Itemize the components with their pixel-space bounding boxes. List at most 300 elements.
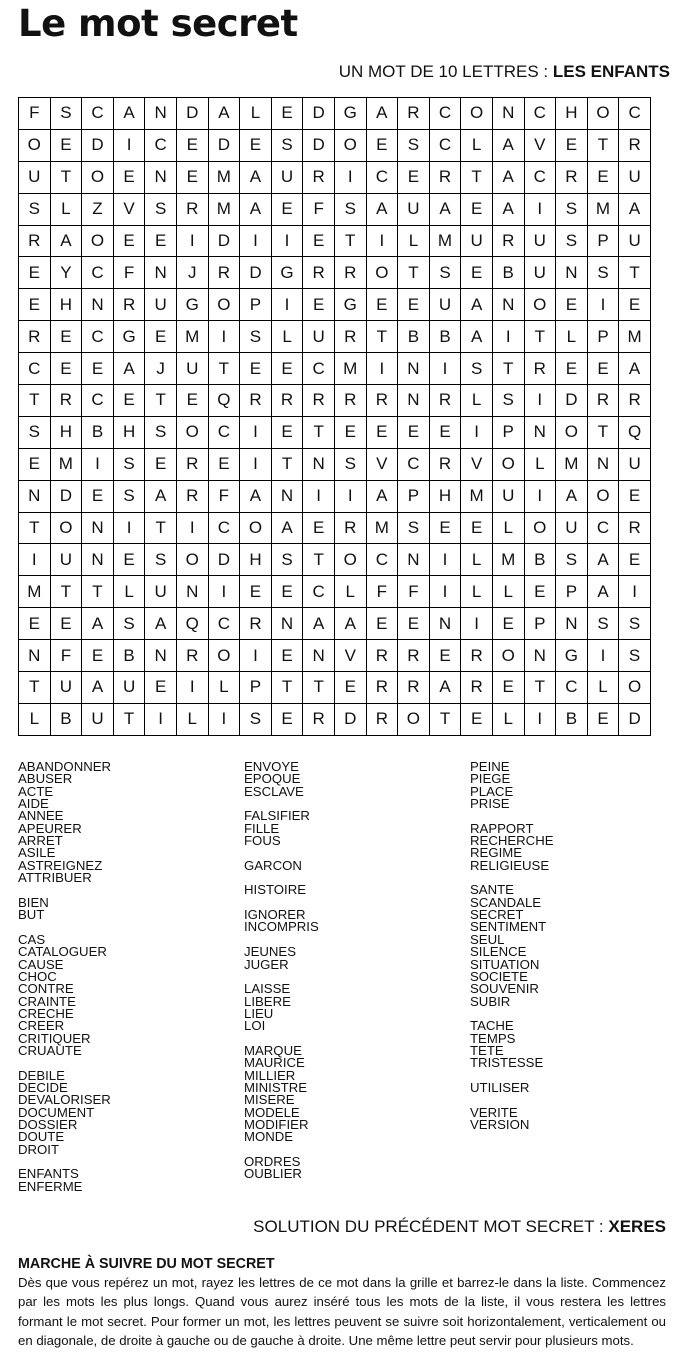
word-list-item[interactable]: ENFANTS xyxy=(18,1166,79,1182)
grid-cell[interactable]: N xyxy=(145,257,177,289)
grid-cell[interactable]: E xyxy=(113,161,145,193)
grid-cell[interactable]: P xyxy=(587,225,619,257)
grid-cell[interactable]: C xyxy=(82,321,114,353)
grid-cell[interactable]: U xyxy=(619,161,651,193)
word-list-item[interactable]: CRAINTE xyxy=(18,993,76,1009)
grid-cell[interactable]: E xyxy=(113,385,145,417)
word-list-item[interactable]: TRISTESSE xyxy=(470,1055,544,1071)
grid-cell[interactable]: R xyxy=(619,512,651,544)
grid-cell[interactable]: E xyxy=(429,640,461,672)
grid-cell[interactable]: N xyxy=(398,544,430,576)
word-list-item[interactable]: SENTIMENT xyxy=(470,919,547,935)
word-list-item[interactable]: VERITE xyxy=(470,1104,518,1120)
word-list-item[interactable]: ANNEE xyxy=(18,808,64,824)
grid-cell[interactable]: N xyxy=(145,98,177,130)
grid-cell[interactable]: M xyxy=(208,193,240,225)
grid-cell[interactable]: C xyxy=(82,98,114,130)
word-list-item[interactable]: JUGER xyxy=(244,956,289,972)
grid-cell[interactable]: N xyxy=(524,416,556,448)
grid-cell[interactable]: T xyxy=(587,416,619,448)
grid-cell[interactable]: U xyxy=(113,672,145,704)
grid-cell[interactable]: T xyxy=(587,129,619,161)
grid-cell[interactable]: J xyxy=(176,257,208,289)
grid-cell[interactable]: E xyxy=(366,416,398,448)
word-list-item[interactable]: SOUVENIR xyxy=(470,981,539,997)
grid-cell[interactable]: A xyxy=(303,608,335,640)
word-list-item[interactable]: EPOQUE xyxy=(244,771,301,787)
grid-cell[interactable]: I xyxy=(240,225,272,257)
grid-cell[interactable]: E xyxy=(334,416,366,448)
grid-cell[interactable]: I xyxy=(82,448,114,480)
grid-cell[interactable]: P xyxy=(587,321,619,353)
grid-cell[interactable]: C xyxy=(524,161,556,193)
grid-cell[interactable]: E xyxy=(461,193,493,225)
grid-cell[interactable]: E xyxy=(19,257,51,289)
word-list-item[interactable]: MILLIER xyxy=(244,1067,296,1083)
word-list-item[interactable]: ENVOYE xyxy=(244,759,299,774)
grid-cell[interactable]: E xyxy=(50,321,82,353)
grid-cell[interactable]: S xyxy=(429,257,461,289)
grid-cell[interactable]: R xyxy=(461,672,493,704)
grid-cell[interactable]: E xyxy=(524,576,556,608)
grid-cell[interactable]: R xyxy=(429,448,461,480)
grid-cell[interactable]: E xyxy=(271,640,303,672)
grid-cell[interactable]: N xyxy=(19,640,51,672)
grid-cell[interactable]: P xyxy=(240,289,272,321)
grid-cell[interactable]: R xyxy=(524,353,556,385)
grid-cell[interactable]: R xyxy=(398,640,430,672)
grid-cell[interactable]: C xyxy=(208,608,240,640)
grid-cell[interactable]: M xyxy=(50,448,82,480)
grid-cell[interactable]: N xyxy=(82,512,114,544)
word-list-item[interactable]: CRITIQUER xyxy=(18,1030,91,1046)
grid-cell[interactable]: A xyxy=(113,98,145,130)
word-list-item[interactable]: APEURER xyxy=(18,820,82,836)
grid-cell[interactable]: O xyxy=(587,98,619,130)
grid-cell[interactable]: A xyxy=(461,321,493,353)
grid-cell[interactable]: T xyxy=(145,385,177,417)
word-list-item[interactable]: AIDE xyxy=(18,796,49,812)
grid-cell[interactable]: R xyxy=(366,640,398,672)
grid-cell[interactable]: T xyxy=(113,703,145,735)
grid-cell[interactable]: I xyxy=(524,703,556,735)
grid-cell[interactable]: B xyxy=(113,640,145,672)
grid-cell[interactable]: A xyxy=(240,193,272,225)
grid-cell[interactable]: S xyxy=(113,448,145,480)
grid-cell[interactable]: R xyxy=(619,129,651,161)
grid-cell[interactable]: U xyxy=(50,672,82,704)
grid-cell[interactable]: A xyxy=(492,161,524,193)
grid-cell[interactable]: U xyxy=(461,225,493,257)
grid-cell[interactable]: M xyxy=(366,512,398,544)
grid-cell[interactable]: L xyxy=(240,98,272,130)
grid-cell[interactable]: E xyxy=(461,512,493,544)
grid-cell[interactable]: N xyxy=(176,576,208,608)
grid-cell[interactable]: E xyxy=(208,448,240,480)
grid-cell[interactable]: N xyxy=(429,608,461,640)
grid-cell[interactable]: B xyxy=(492,257,524,289)
grid-cell[interactable]: A xyxy=(334,608,366,640)
grid-cell[interactable]: E xyxy=(556,289,588,321)
grid-cell[interactable]: M xyxy=(429,225,461,257)
grid-cell[interactable]: R xyxy=(587,385,619,417)
word-list-item[interactable]: FILLE xyxy=(244,820,280,836)
grid-cell[interactable]: F xyxy=(366,576,398,608)
grid-cell[interactable]: R xyxy=(240,608,272,640)
grid-cell[interactable]: I xyxy=(619,576,651,608)
grid-cell[interactable]: I xyxy=(113,129,145,161)
grid-cell[interactable]: O xyxy=(524,289,556,321)
grid-cell[interactable]: E xyxy=(19,448,51,480)
grid-cell[interactable]: S xyxy=(334,193,366,225)
grid-cell[interactable]: A xyxy=(271,512,303,544)
grid-cell[interactable]: R xyxy=(113,289,145,321)
grid-cell[interactable]: T xyxy=(208,353,240,385)
word-list-item[interactable]: IGNORER xyxy=(244,907,306,923)
grid-cell[interactable]: T xyxy=(303,544,335,576)
grid-cell[interactable]: C xyxy=(429,98,461,130)
grid-cell[interactable]: E xyxy=(303,512,335,544)
grid-cell[interactable]: E xyxy=(50,608,82,640)
grid-cell[interactable]: N xyxy=(82,289,114,321)
grid-cell[interactable]: E xyxy=(619,544,651,576)
grid-cell[interactable]: I xyxy=(113,512,145,544)
grid-cell[interactable]: R xyxy=(208,257,240,289)
grid-cell[interactable]: G xyxy=(271,257,303,289)
grid-cell[interactable]: R xyxy=(429,385,461,417)
grid-cell[interactable]: A xyxy=(113,353,145,385)
grid-cell[interactable]: T xyxy=(619,257,651,289)
grid-cell[interactable]: N xyxy=(556,608,588,640)
word-list-item[interactable]: MINISTRE xyxy=(244,1079,308,1095)
grid-cell[interactable]: E xyxy=(619,289,651,321)
grid-cell[interactable]: E xyxy=(176,161,208,193)
word-list-item[interactable]: SOCIETE xyxy=(470,968,528,984)
grid-cell[interactable]: E xyxy=(176,385,208,417)
word-list-item[interactable]: CRECHE xyxy=(18,1005,74,1021)
grid-cell[interactable]: M xyxy=(587,193,619,225)
grid-cell[interactable]: S xyxy=(113,480,145,512)
grid-cell[interactable]: Q xyxy=(619,416,651,448)
word-list-item[interactable]: DEBILE xyxy=(18,1067,65,1083)
grid-cell[interactable]: U xyxy=(524,225,556,257)
grid-cell[interactable]: L xyxy=(334,576,366,608)
grid-cell[interactable]: B xyxy=(556,703,588,735)
grid-cell[interactable]: R xyxy=(50,385,82,417)
word-list-item[interactable]: VERSION xyxy=(470,1116,530,1132)
grid-cell[interactable]: C xyxy=(366,544,398,576)
grid-cell[interactable]: O xyxy=(334,129,366,161)
grid-cell[interactable]: E xyxy=(145,672,177,704)
grid-cell[interactable]: R xyxy=(619,385,651,417)
grid-cell[interactable]: A xyxy=(366,480,398,512)
grid-cell[interactable]: L xyxy=(19,703,51,735)
grid-cell[interactable]: P xyxy=(240,672,272,704)
grid-cell[interactable]: O xyxy=(366,257,398,289)
grid-cell[interactable]: H xyxy=(556,98,588,130)
grid-cell[interactable]: E xyxy=(366,608,398,640)
grid-cell[interactable]: F xyxy=(208,480,240,512)
grid-cell[interactable]: U xyxy=(492,480,524,512)
grid-cell[interactable]: C xyxy=(82,385,114,417)
grid-cell[interactable]: N xyxy=(587,448,619,480)
grid-cell[interactable]: E xyxy=(50,353,82,385)
grid-cell[interactable]: R xyxy=(303,385,335,417)
grid-cell[interactable]: R xyxy=(556,161,588,193)
word-list-item[interactable]: LIBERE xyxy=(244,993,291,1009)
word-list-item[interactable]: MARQUE xyxy=(244,1042,302,1058)
grid-cell[interactable]: N xyxy=(271,608,303,640)
grid-cell[interactable]: O xyxy=(19,129,51,161)
grid-cell[interactable]: G xyxy=(176,289,208,321)
grid-cell[interactable]: N xyxy=(492,98,524,130)
word-list-item[interactable]: CONTRE xyxy=(18,981,74,997)
grid-cell[interactable]: I xyxy=(524,385,556,417)
grid-cell[interactable]: E xyxy=(398,416,430,448)
grid-cell[interactable]: J xyxy=(145,353,177,385)
grid-cell[interactable]: I xyxy=(334,161,366,193)
word-list-item[interactable]: ASILE xyxy=(18,845,56,861)
grid-cell[interactable]: S xyxy=(19,193,51,225)
grid-cell[interactable]: U xyxy=(429,289,461,321)
grid-cell[interactable]: R xyxy=(334,257,366,289)
grid-cell[interactable]: C xyxy=(19,353,51,385)
grid-cell[interactable]: Z xyxy=(82,193,114,225)
grid-cell[interactable]: A xyxy=(145,608,177,640)
grid-cell[interactable]: E xyxy=(271,353,303,385)
grid-cell[interactable]: T xyxy=(50,161,82,193)
grid-cell[interactable]: E xyxy=(240,353,272,385)
grid-cell[interactable]: M xyxy=(334,353,366,385)
grid-cell[interactable]: N xyxy=(82,544,114,576)
word-list-item[interactable]: TEMPS xyxy=(470,1030,516,1046)
grid-cell[interactable]: C xyxy=(208,416,240,448)
grid-cell[interactable]: R xyxy=(492,225,524,257)
grid-cell[interactable]: L xyxy=(50,193,82,225)
grid-cell[interactable]: E xyxy=(461,703,493,735)
word-list-item[interactable]: PEINE xyxy=(470,759,510,774)
grid-cell[interactable]: U xyxy=(176,353,208,385)
grid-cell[interactable]: T xyxy=(271,672,303,704)
word-list-item[interactable]: DOCUMENT xyxy=(18,1104,95,1120)
grid-cell[interactable]: L xyxy=(176,703,208,735)
grid-cell[interactable]: R xyxy=(398,672,430,704)
grid-cell[interactable]: S xyxy=(240,321,272,353)
word-list-item[interactable]: DOSSIER xyxy=(18,1116,78,1132)
grid-cell[interactable]: C xyxy=(619,98,651,130)
grid-cell[interactable]: E xyxy=(334,672,366,704)
grid-cell[interactable]: D xyxy=(50,480,82,512)
word-list-item[interactable]: RAPPORT xyxy=(470,820,534,836)
grid-cell[interactable]: O xyxy=(524,512,556,544)
grid-cell[interactable]: O xyxy=(208,289,240,321)
word-list-item[interactable]: DECIDE xyxy=(18,1079,68,1095)
grid-cell[interactable]: O xyxy=(492,640,524,672)
grid-cell[interactable]: E xyxy=(492,608,524,640)
grid-cell[interactable]: E xyxy=(366,289,398,321)
grid-cell[interactable]: O xyxy=(334,544,366,576)
word-list-item[interactable]: SILENCE xyxy=(470,944,527,960)
grid-cell[interactable]: E xyxy=(303,225,335,257)
grid-cell[interactable]: U xyxy=(50,544,82,576)
word-list-item[interactable]: JEUNES xyxy=(244,944,297,960)
grid-cell[interactable]: U xyxy=(271,161,303,193)
grid-cell[interactable]: I xyxy=(524,480,556,512)
grid-cell[interactable]: T xyxy=(303,416,335,448)
word-list-item[interactable]: ENFERME xyxy=(18,1178,83,1194)
grid-cell[interactable]: N xyxy=(556,257,588,289)
grid-cell[interactable]: C xyxy=(208,512,240,544)
grid-cell[interactable]: A xyxy=(429,193,461,225)
grid-cell[interactable]: F xyxy=(113,257,145,289)
grid-cell[interactable]: E xyxy=(303,289,335,321)
grid-cell[interactable]: Q xyxy=(208,385,240,417)
grid-cell[interactable]: C xyxy=(82,257,114,289)
grid-cell[interactable]: C xyxy=(429,129,461,161)
grid-cell[interactable]: E xyxy=(398,289,430,321)
grid-cell[interactable]: I xyxy=(19,544,51,576)
grid-cell[interactable]: E xyxy=(145,321,177,353)
word-list-item[interactable]: ASTREIGNEZ xyxy=(18,857,103,873)
word-list-item[interactable]: SUBIR xyxy=(470,993,511,1009)
grid-cell[interactable]: N xyxy=(524,640,556,672)
grid-cell[interactable]: D xyxy=(208,129,240,161)
grid-cell[interactable]: O xyxy=(176,416,208,448)
word-list-item[interactable]: LIEU xyxy=(244,1005,274,1021)
grid-cell[interactable]: T xyxy=(19,672,51,704)
grid-cell[interactable]: V xyxy=(461,448,493,480)
grid-cell[interactable]: R xyxy=(303,703,335,735)
grid-cell[interactable]: H xyxy=(113,416,145,448)
grid-cell[interactable]: E xyxy=(398,608,430,640)
grid-cell[interactable]: T xyxy=(524,672,556,704)
grid-cell[interactable]: E xyxy=(271,98,303,130)
grid-cell[interactable]: U xyxy=(19,161,51,193)
grid-cell[interactable]: S xyxy=(271,544,303,576)
grid-cell[interactable]: D xyxy=(176,98,208,130)
grid-cell[interactable]: I xyxy=(145,703,177,735)
grid-cell[interactable]: I xyxy=(208,703,240,735)
grid-cell[interactable]: R xyxy=(19,321,51,353)
grid-cell[interactable]: R xyxy=(398,98,430,130)
grid-cell[interactable]: I xyxy=(271,289,303,321)
grid-cell[interactable]: T xyxy=(492,353,524,385)
grid-cell[interactable]: N xyxy=(145,161,177,193)
grid-cell[interactable]: A xyxy=(429,672,461,704)
grid-cell[interactable]: H xyxy=(50,289,82,321)
grid-cell[interactable]: M xyxy=(461,480,493,512)
grid-cell[interactable]: S xyxy=(334,448,366,480)
grid-cell[interactable]: R xyxy=(366,385,398,417)
grid-cell[interactable]: U xyxy=(524,257,556,289)
grid-cell[interactable]: E xyxy=(556,353,588,385)
grid-cell[interactable]: E xyxy=(429,416,461,448)
grid-cell[interactable]: E xyxy=(587,353,619,385)
grid-cell[interactable]: T xyxy=(19,512,51,544)
word-list-item[interactable]: BUT xyxy=(18,907,45,923)
grid-cell[interactable]: S xyxy=(556,193,588,225)
word-list-item[interactable]: CHOC xyxy=(18,968,57,984)
grid-cell[interactable]: C xyxy=(145,129,177,161)
grid-cell[interactable]: T xyxy=(271,448,303,480)
grid-cell[interactable]: Q xyxy=(176,608,208,640)
grid-cell[interactable]: N xyxy=(145,640,177,672)
grid-cell[interactable]: E xyxy=(19,289,51,321)
grid-cell[interactable]: G xyxy=(113,321,145,353)
grid-cell[interactable]: T xyxy=(334,225,366,257)
word-list-item[interactable]: PRISE xyxy=(470,796,510,812)
word-list-item[interactable]: DROIT xyxy=(18,1141,60,1157)
grid-cell[interactable]: L xyxy=(587,672,619,704)
grid-cell[interactable]: M xyxy=(619,321,651,353)
grid-cell[interactable]: V xyxy=(524,129,556,161)
grid-cell[interactable]: O xyxy=(176,544,208,576)
word-list-item[interactable]: GARCON xyxy=(244,857,302,873)
word-list-item[interactable]: ACTE xyxy=(18,783,54,799)
grid-cell[interactable]: E xyxy=(619,480,651,512)
grid-cell[interactable]: O xyxy=(398,703,430,735)
word-list-item[interactable]: MISERE xyxy=(244,1092,295,1108)
grid-cell[interactable]: T xyxy=(461,161,493,193)
grid-cell[interactable]: E xyxy=(587,161,619,193)
grid-cell[interactable]: A xyxy=(208,98,240,130)
grid-cell[interactable]: E xyxy=(145,448,177,480)
grid-cell[interactable]: I xyxy=(366,225,398,257)
grid-cell[interactable]: E xyxy=(587,703,619,735)
word-list-item[interactable]: CREER xyxy=(18,1018,65,1034)
grid-cell[interactable]: P xyxy=(492,416,524,448)
word-list-item[interactable]: ABUSER xyxy=(18,771,73,787)
grid-cell[interactable]: E xyxy=(113,225,145,257)
grid-cell[interactable]: O xyxy=(587,480,619,512)
grid-cell[interactable]: L xyxy=(461,385,493,417)
word-list-item[interactable]: ABANDONNER xyxy=(18,759,112,774)
grid-cell[interactable]: A xyxy=(145,480,177,512)
grid-cell[interactable]: A xyxy=(50,225,82,257)
word-list-item[interactable]: SITUATION xyxy=(470,956,540,972)
grid-cell[interactable]: D xyxy=(619,703,651,735)
grid-cell[interactable]: T xyxy=(145,512,177,544)
grid-cell[interactable]: A xyxy=(492,193,524,225)
grid-cell[interactable]: A xyxy=(587,576,619,608)
grid-cell[interactable]: L xyxy=(271,321,303,353)
grid-cell[interactable]: I xyxy=(429,576,461,608)
grid-cell[interactable]: N xyxy=(303,448,335,480)
grid-cell[interactable]: E xyxy=(556,129,588,161)
grid-cell[interactable]: I xyxy=(492,321,524,353)
grid-cell[interactable]: I xyxy=(208,321,240,353)
grid-cell[interactable]: L xyxy=(461,576,493,608)
grid-cell[interactable]: T xyxy=(524,321,556,353)
grid-cell[interactable]: V xyxy=(366,448,398,480)
grid-cell[interactable]: S xyxy=(556,544,588,576)
grid-cell[interactable]: L xyxy=(524,448,556,480)
word-list-item[interactable]: ORDRES xyxy=(244,1154,301,1169)
grid-cell[interactable]: E xyxy=(82,640,114,672)
grid-cell[interactable]: T xyxy=(366,321,398,353)
grid-cell[interactable]: R xyxy=(176,193,208,225)
grid-cell[interactable]: I xyxy=(461,608,493,640)
grid-cell[interactable]: E xyxy=(398,161,430,193)
grid-cell[interactable]: L xyxy=(492,703,524,735)
grid-cell[interactable]: S xyxy=(398,512,430,544)
word-list-item[interactable]: MODELE xyxy=(244,1104,300,1120)
grid-cell[interactable]: S xyxy=(145,416,177,448)
word-list-item[interactable]: CAUSE xyxy=(18,956,64,972)
grid-cell[interactable]: G xyxy=(334,289,366,321)
grid-cell[interactable]: F xyxy=(303,193,335,225)
word-list-item[interactable]: SANTE xyxy=(470,882,514,898)
